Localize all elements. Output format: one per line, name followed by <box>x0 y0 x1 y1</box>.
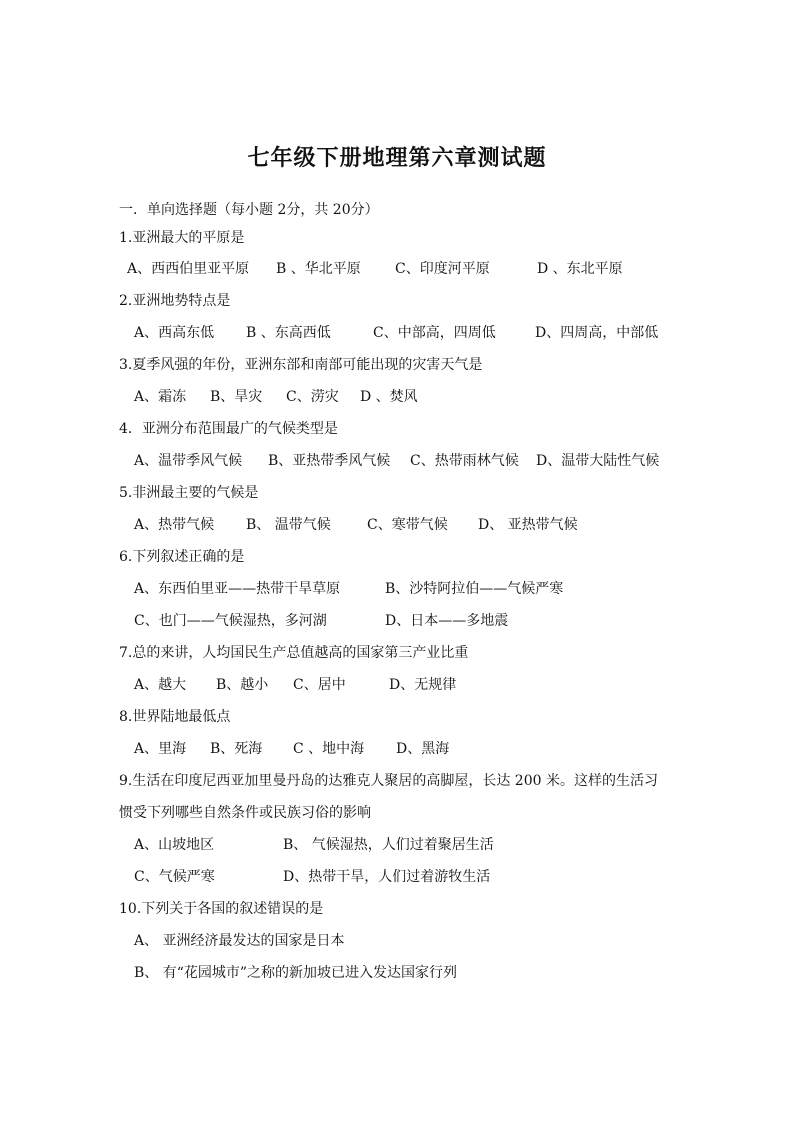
section-heading: 一．单向选择题（每小题 2分，共 20分） <box>119 202 379 218</box>
question-9-option-c: C、气候严寒 <box>134 869 215 885</box>
question-1-stem: 1.亚洲最大的平原是 <box>119 230 245 246</box>
question-1-option-b: B 、华北平原 <box>276 261 361 277</box>
question-9-option-b: B、 气候湿热，人们过着聚居生活 <box>283 837 494 853</box>
question-6-option-c: C、也门——气候湿热，多河湖 <box>134 613 327 629</box>
question-2-option-a: A、西高东低 <box>134 325 215 341</box>
question-1-option-d: D 、东北平原 <box>537 261 623 277</box>
question-7-option-d: D、无规律 <box>389 677 457 693</box>
question-4-option-a: A、温带季风气候 <box>134 453 243 469</box>
question-9-option-d: D、热带干旱，人们过着游牧生活 <box>283 869 491 885</box>
question-9-option-a: A、山坡地区 <box>134 837 215 853</box>
question-2-stem: 2.亚洲地势特点是 <box>119 293 231 309</box>
question-6-option-d: D、日本——多地震 <box>385 613 509 629</box>
question-5-stem: 5.非洲最主要的气候是 <box>119 485 259 501</box>
question-2-option-c: C、中部高，四周低 <box>373 325 496 341</box>
question-9-stem-continued: 惯受下列哪些自然条件或民族习俗的影响 <box>119 805 371 821</box>
question-3-option-a: A、霜冻 <box>134 389 187 405</box>
question-5-option-b: B、 温带气候 <box>246 517 331 533</box>
question-8-stem: 8.世界陆地最低点 <box>119 709 231 725</box>
question-3-option-d: D 、焚风 <box>360 389 418 405</box>
question-4-option-c: C、热带雨林气候 <box>410 453 519 469</box>
question-7-option-b: B、越小 <box>216 677 269 693</box>
question-8-option-a: A、里海 <box>134 741 187 757</box>
question-10-option-b: B、 有“花园城市”之称的新加坡已进入发达国家行列 <box>134 965 458 981</box>
question-3-stem: 3.夏季风强的年份，亚洲东部和南部可能出现的灾害天气是 <box>119 357 483 373</box>
question-1-option-c: C、印度河平原 <box>395 261 490 277</box>
question-10-option-a: A、 亚洲经济最发达的国家是日本 <box>134 933 345 949</box>
question-6-stem: 6.下列叙述正确的是 <box>119 549 245 565</box>
page-title: 七年级下册地理第六章测试题 <box>247 145 547 171</box>
question-2-option-d: D、四周高，中部低 <box>535 325 659 341</box>
question-3-option-c: C、涝灾 <box>286 389 339 405</box>
question-7-option-c: C、居中 <box>293 677 346 693</box>
question-4-option-b: B、亚热带季风气候 <box>268 453 391 469</box>
question-2-option-b: B 、东高西低 <box>246 325 331 341</box>
question-5-option-d: D、 亚热带气候 <box>478 517 578 533</box>
question-8-option-d: D、黑海 <box>396 741 450 757</box>
question-8-option-b: B、死海 <box>210 741 263 757</box>
question-1-option-a: A、西西伯里亚平原 <box>127 261 250 277</box>
question-5-option-a: A、热带气候 <box>134 517 215 533</box>
question-6-option-a: A、东西伯里亚——热带干旱草原 <box>134 581 341 597</box>
question-5-option-c: C、寒带气候 <box>367 517 448 533</box>
question-9-stem: 9.生活在印度尼西亚加里曼丹岛的达雅克人聚居的高脚屋，长达 200 米。这样的生活习 <box>119 773 658 789</box>
question-6-option-b: B、沙特阿拉伯——气候严寒 <box>385 581 564 597</box>
question-10-stem: 10.下列关于各国的叙述错误的是 <box>119 901 324 917</box>
question-4-option-d: D、温带大陆性气候 <box>536 453 660 469</box>
question-4-stem: 4．亚洲分布范围最广的气候类型是 <box>119 421 338 437</box>
question-7-option-a: A、越大 <box>134 677 187 693</box>
question-7-stem: 7.总的来讲，人均国民生产总值越高的国家第三产业比重 <box>119 645 469 661</box>
question-8-option-c: C 、地中海 <box>293 741 365 757</box>
question-3-option-b: B、旱灾 <box>210 389 263 405</box>
